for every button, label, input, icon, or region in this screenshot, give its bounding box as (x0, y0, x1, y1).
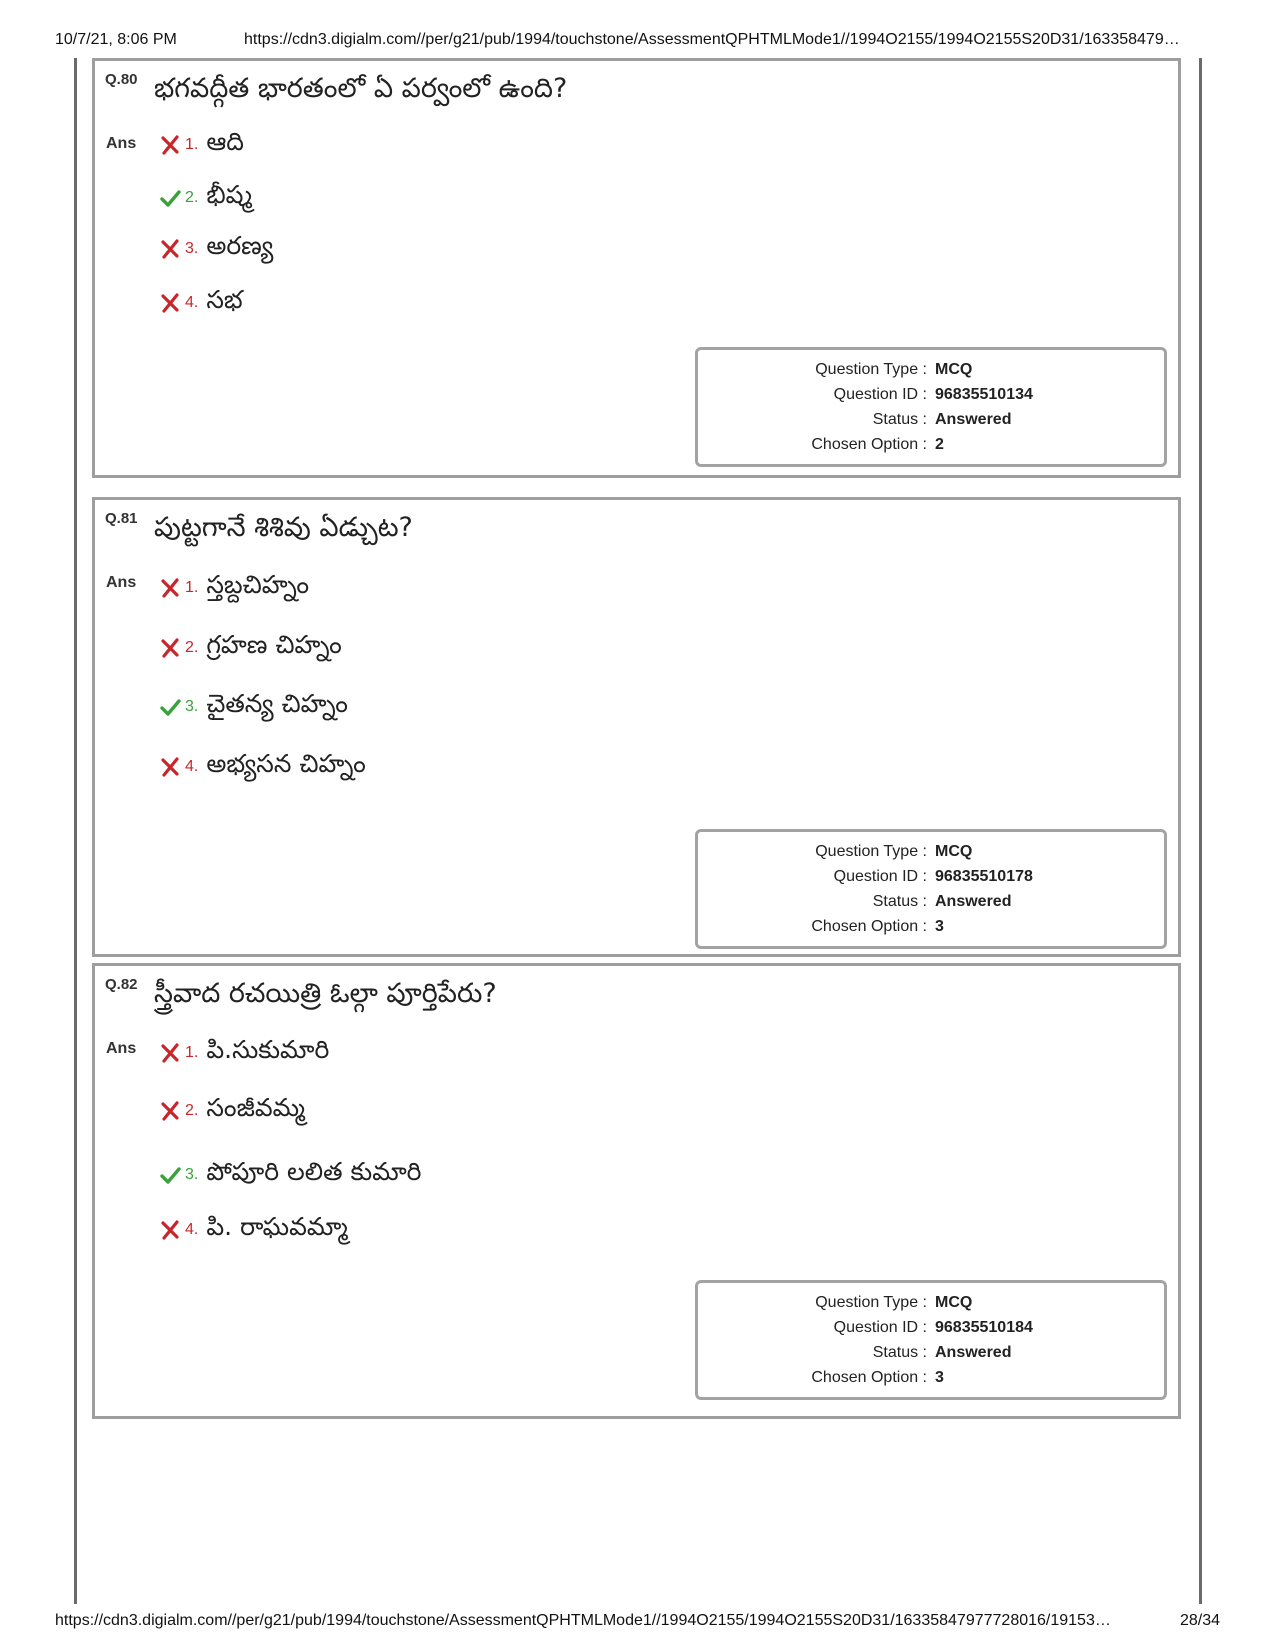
chosen-option-label: Chosen Option : (811, 436, 927, 453)
option-text: సంజీవమ్మ (206, 1093, 305, 1122)
page-number: 28/34 (1179, 1612, 1220, 1629)
option-number: 1. (185, 1044, 199, 1061)
option-2 (159, 1091, 305, 1131)
cross-icon (159, 238, 181, 260)
question-id-value: 96835510184 (935, 1319, 1033, 1336)
cross-icon (159, 134, 181, 156)
option-4 (159, 283, 243, 323)
print-datetime: 10/7/21, 8:06 PM (55, 31, 177, 48)
option-text: సభ (206, 285, 243, 314)
chosen-option-row (698, 435, 1164, 455)
question-type-label: Question Type : (815, 1294, 927, 1311)
status-label: Status : (872, 893, 927, 910)
question-number: Q.80 (105, 71, 138, 88)
chosen-option-label: Chosen Option : (811, 918, 927, 935)
option-number: 3. (185, 698, 199, 715)
option-2 (159, 628, 342, 668)
chosen-option-value: 2 (935, 436, 944, 453)
status-value: Answered (935, 1344, 1012, 1361)
page-right-border (1199, 58, 1202, 1604)
question-type-row (698, 360, 1164, 380)
option-3 (159, 687, 348, 727)
status-row (698, 1343, 1164, 1363)
cross-icon (159, 756, 181, 778)
option-text: గ్రహణ చిహ్నం (206, 630, 342, 659)
question-text: పుట్టగానే శిశివు ఏడ్చుట? (154, 512, 413, 543)
question-id-value: 96835510178 (935, 868, 1033, 885)
option-text: అభ్యసన చిహ్నం (206, 749, 366, 778)
option-text: పి.సుకుమారి (206, 1035, 330, 1064)
option-3 (159, 1155, 422, 1195)
question-type-label: Question Type : (815, 843, 927, 860)
question-id-row (698, 1318, 1164, 1338)
option-text: పోపూరి లలిత కుమారి (206, 1157, 422, 1186)
status-row (698, 410, 1164, 430)
answer-label: Ans (106, 135, 137, 152)
question-number: Q.82 (105, 976, 138, 993)
question-text: స్త్రీవాద రచయిత్రి ఓల్గా పూర్తిపేరు? (154, 978, 497, 1009)
cross-icon (159, 577, 181, 599)
status-row (698, 892, 1164, 912)
option-number: 2. (185, 1102, 199, 1119)
status-label: Status : (872, 411, 927, 428)
question-info-box (695, 1280, 1167, 1400)
option-text: చైతన్య చిహ్నం (206, 689, 348, 718)
cross-icon (159, 1100, 181, 1122)
option-text: పి. రాఘవమ్మా (206, 1212, 348, 1241)
chosen-option-value: 3 (935, 1369, 944, 1386)
question-block-81 (92, 497, 1181, 957)
answer-label: Ans (106, 1040, 137, 1057)
question-type-label: Question Type : (815, 361, 927, 378)
option-number: 4. (185, 294, 199, 311)
chosen-option-row (698, 917, 1164, 937)
chosen-option-label: Chosen Option : (811, 1369, 927, 1386)
option-text: స్తబ్దచిహ్నం (206, 570, 310, 599)
option-3 (159, 229, 273, 269)
print-footer-url: https://cdn3.digialm.com//per/g21/pub/1994/touchstone/AssessmentQPHTMLMode1//1994O2155/1994O2155S20D31/16335847977728016/19153… (55, 1612, 1111, 1629)
question-type-row (698, 842, 1164, 862)
chosen-option-value: 3 (935, 918, 944, 935)
option-number: 1. (185, 579, 199, 596)
status-value: Answered (935, 411, 1012, 428)
option-4 (159, 1210, 348, 1250)
question-info-box (695, 829, 1167, 949)
cross-icon (159, 292, 181, 314)
cross-icon (159, 1219, 181, 1241)
question-id-label: Question ID : (833, 868, 927, 885)
question-text: భగవద్గీత భారతంలో ఏ పర్వంలో ఉంది? (154, 73, 568, 104)
option-1 (159, 1033, 329, 1073)
option-text: అరణ్య (206, 231, 274, 260)
question-type-value: MCQ (935, 361, 973, 378)
checkmark-icon (159, 1164, 181, 1186)
option-number: 4. (185, 758, 199, 775)
chosen-option-row (698, 1368, 1164, 1388)
option-number: 2. (185, 189, 199, 206)
option-2 (159, 178, 252, 218)
option-4 (159, 747, 366, 787)
option-1 (159, 568, 309, 608)
cross-icon (159, 1042, 181, 1064)
cross-icon (159, 637, 181, 659)
option-text: ఆది (206, 127, 244, 156)
page-left-border (74, 58, 77, 1604)
question-number: Q.81 (105, 510, 138, 527)
checkmark-icon (159, 696, 181, 718)
question-type-value: MCQ (935, 1294, 973, 1311)
question-id-label: Question ID : (833, 1319, 927, 1336)
option-number: 4. (185, 1221, 199, 1238)
option-text: భీష్మ (206, 180, 252, 209)
question-block-80 (92, 58, 1181, 478)
option-number: 1. (185, 136, 199, 153)
option-number: 3. (185, 240, 199, 257)
question-id-row (698, 385, 1164, 405)
option-number: 2. (185, 639, 199, 656)
question-id-value: 96835510134 (935, 386, 1033, 403)
question-type-value: MCQ (935, 843, 973, 860)
status-value: Answered (935, 893, 1012, 910)
question-id-label: Question ID : (833, 386, 927, 403)
checkmark-icon (159, 187, 181, 209)
answer-label: Ans (106, 574, 137, 591)
question-type-row (698, 1293, 1164, 1313)
question-info-box (695, 347, 1167, 467)
question-id-row (698, 867, 1164, 887)
option-number: 3. (185, 1166, 199, 1183)
question-block-82 (92, 963, 1181, 1419)
print-header-url: https://cdn3.digialm.com//per/g21/pub/1994/touchstone/AssessmentQPHTMLMode1//1994O2155/1994O2155S20D31/163358479… (244, 31, 1180, 48)
status-label: Status : (872, 1344, 927, 1361)
option-1 (159, 125, 244, 165)
